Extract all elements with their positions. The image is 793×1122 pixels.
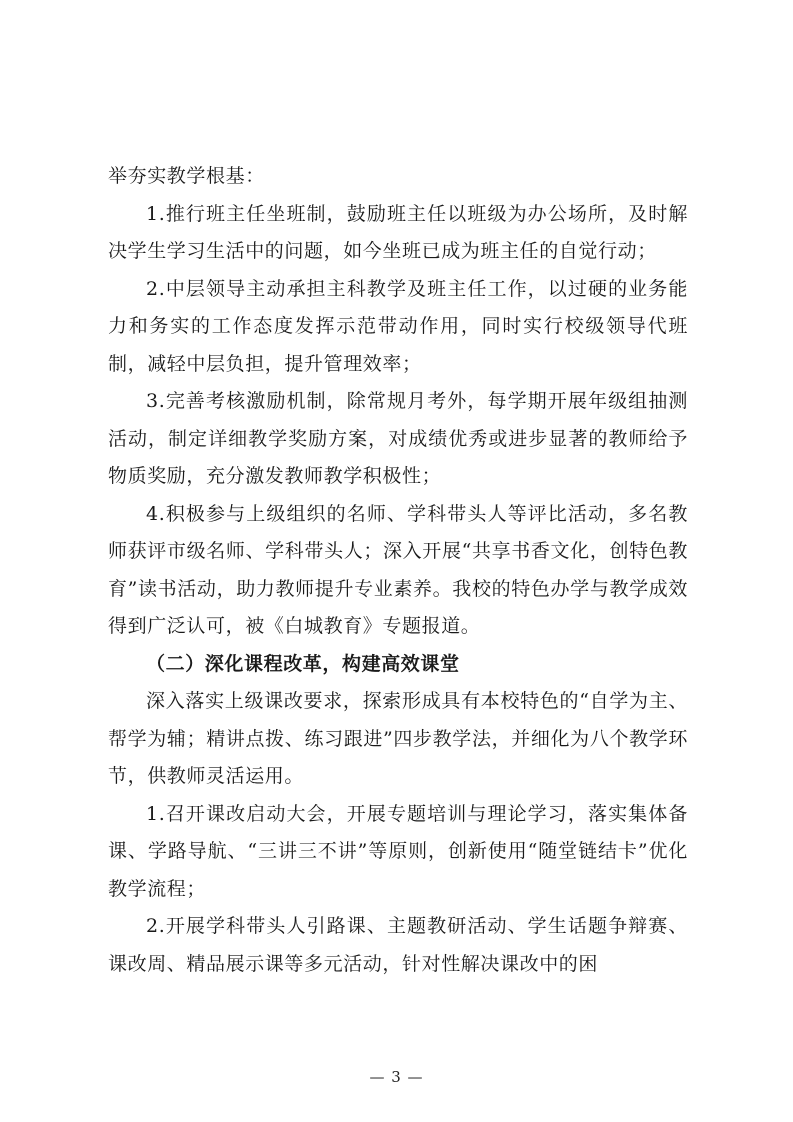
paragraph-item-1: 1.推行班主任坐班制，鼓励班主任以班级为办公场所，及时解决学生学习生活中的问题，如今坐班已成为班主任的自觉行动； — [108, 202, 688, 262]
page-number: — 3 — — [369, 1068, 424, 1086]
paragraph-item-3: 3.完善考核激励机制，除常规月考外，每学期开展年级组抽测活动，制定详细教学奖励方案，对成绩优秀或进步显著的教师给予物质奖励，充分激发教师教学积极性； — [108, 390, 688, 487]
paragraph-item-4: 4.积极参与上级组织的名师、学科带头人等评比活动，多名教师获评市级名师、学科带头人；深入开展“共享书香文化，创特色教育”读书活动，助力教师提升专业素养。我校的特色办学与教学成效得到广泛认可，被《白城教育》专题报道。 — [108, 502, 688, 637]
document-body — [108, 158, 688, 983]
paragraph-intro: 深入落实上级课改要求，探索形成具有本校特色的“自学为主、帮学为辅；精讲点拨、练习跟进”四步教学法，并细化为八个教学环节，供教师灵活运用。 — [108, 690, 688, 787]
paragraph-item-1b: 1.召开课改启动大会，开展专题培训与理论学习，落实集体备课、学路导航、“三讲三不讲”等原则，创新使用“随堂链结卡”优化教学流程； — [108, 802, 688, 900]
paragraph-item-2: 2.中层领导主动承担主科教学及班主任工作，以过硬的业务能力和务实的工作态度发挥示范带动作用，同时实行校级领导代班制，减轻中层负担，提升管理效率； — [108, 277, 688, 375]
paragraph-continuation: 举夯实教学根基： — [108, 165, 265, 187]
section-heading: （二）深化课程改革，构建高效课堂 — [146, 652, 460, 675]
paragraph-item-2b: 2.开展学科带头人引路课、主题教研活动、学生话题争辩赛、课改周、精品展示课等多元活动，针对性解决课改中的困 — [108, 915, 688, 975]
